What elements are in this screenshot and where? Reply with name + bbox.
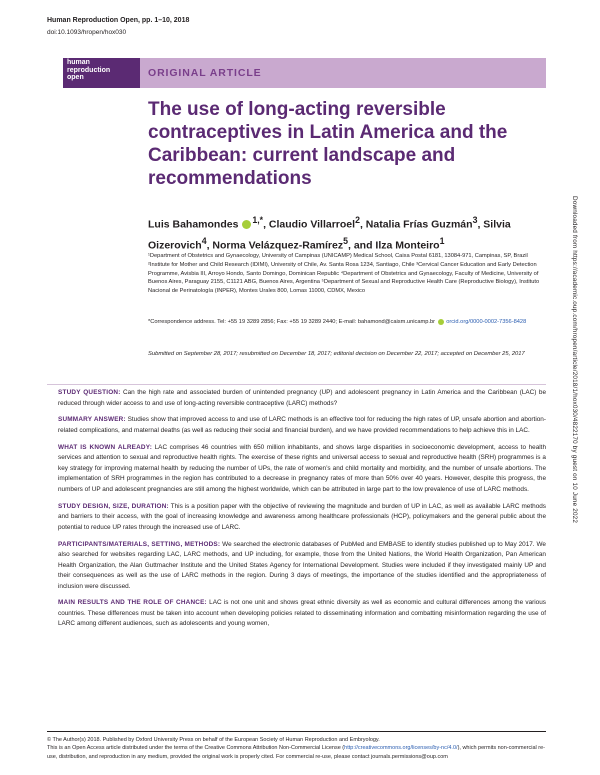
author-affiliation-mark: 4 xyxy=(201,235,207,246)
license-text: ), which permits non-commercial re-use, distribution, and reproduction in any medium, provided the original work is properly cited. For commercial re-use, please contact journals.permissions@oup.com xyxy=(47,745,545,760)
submission-dates: Submitted on September 28, 2017; resubmitted on December 18, 2017; editorial decision on December 22, 2017; accepted on December 25, 2017 xyxy=(148,351,525,357)
abstract-heading: STUDY QUESTION: xyxy=(58,389,121,396)
copyright-line: © The Author(s) 2018. Published by Oxford University Press on behalf of the European Society of Human Reproduction and Embryology. xyxy=(47,737,380,743)
abstract-heading: STUDY DESIGN, SIZE, DURATION: xyxy=(58,502,169,510)
license-footer xyxy=(47,736,546,761)
article-type-band xyxy=(140,58,546,88)
author-name: , Claudio Villarroel xyxy=(263,218,356,231)
abstract-heading: WHAT IS KNOWN ALREADY: xyxy=(58,443,153,451)
affiliations: ¹Department of Obstetrics and Gynaecology, University of Campinas (UNICAMP) Medical School, Caixa Postal 6181, 13084-971, Campinas, SP, Brazil ²Institute for Mother and Child Research (IDIMI), University of Chile, Av. Santa Rosa 1234, Santiago, Chile ³Cervical Cancer Education and Early Detection Programme, Avisbia III, Arroyo Hondo, Santo Domingo, Dominican Republic ⁴Department of Obstetrics and Gynaecology, Faculty of Medicine, University of Buenos Aires, Paraguay 2155, C1121 ABG, Buenos Aires, Argentina ⁵Department of Sexual and Reproductive Health Care (Reproductive Biology), Instituto Nacional de Perinatología (INPER), Montes Urales 800, Lomas 11000, CDMX, Mexico xyxy=(148,253,540,295)
orcid-icon xyxy=(438,319,444,325)
logo-line: human xyxy=(67,59,90,66)
abstract-section xyxy=(58,502,546,534)
abstract-text: This is a position paper with the objective of reviewing the magnitude and burden of UP in LAC, as well as available LARC methods and barriers to their access, with the goal of increasing knowledge and awareness among healthcare professionals (HCP), policymakers and the general public about the potential to reduce UP rates through the increased use of LARC. xyxy=(58,502,546,531)
license-line xyxy=(47,744,546,761)
abstract-heading: SUMMARY ANSWER: xyxy=(58,416,126,424)
author-affiliation-mark: 1 xyxy=(439,235,445,246)
author-affiliation-mark: 2 xyxy=(355,215,360,225)
author-name: , Norma Velázquez-Ramírez xyxy=(206,239,344,251)
article-title: The use of long-acting reversible contraceptives in Latin America and the Caribbean: current landscape and recommendations xyxy=(148,99,508,189)
abstract-heading: MAIN RESULTS AND THE ROLE OF CHANCE: xyxy=(58,599,207,607)
abstract-text: LAC is not one unit and shows great ethnic diversity as well as economic and cultural differences among the various countries. These differences must be taken into account when developing policies related to disseminating information and combatting misinformation regarding the use of LARC among different audiences, such as adolescents and young women, xyxy=(58,599,546,628)
abstract-section xyxy=(58,415,546,436)
correspondence-text: *Correspondence address. Tel: +55 19 3289 2856; Fax: +55 19 3289 2440; E-mail: bahamond@caism.unicamp.br xyxy=(148,319,436,325)
author-list xyxy=(148,212,548,253)
logo-line: reproduction xyxy=(67,66,111,74)
footer-divider xyxy=(47,731,546,732)
doi: doi:10.1093/hropen/hox030 xyxy=(47,29,127,36)
author-affiliation-mark: 3 xyxy=(472,215,478,225)
structured-abstract xyxy=(58,388,546,633)
download-watermark: Downloaded from https://academic.oup.com/hropen/article/2018/1/hox030/4822170 by guest on 10 June 2022 xyxy=(571,196,578,524)
abstract-text: Can the high rate and associated burden of unintended pregnancy (UP) and adolescent pregnancy in Latin America and the Caribbean (LAC) be reduced through wider access to and use of long-acting reversible contraceptive (LARC) methods? xyxy=(58,389,546,407)
abstract-text: LAC comprises 46 countries with 650 million inhabitants, and shows large disparities in socioeconomic development, access to health services and attention to sexual and reproductive health rights. The exercise of these rights and universal access to sexual and reproductive health (SRH) programmes is a key strategy for improving maternal health by reducing the number of UPs, the rate of women’s and child mortality and morbidity, and the number of unsafe abortions. The implementation of SRH programmes in the region has contributed to a decrease in pregnancy rates of more than 50% over 40 years. However, despite this progress, the numbers of UP and adolescent pregnancies are still among the highest worldwide, which can be attributed in large part to the low prevalence of use of LARC methods. xyxy=(58,443,546,493)
abstract-section xyxy=(58,540,546,593)
author-name: , Natalia Frías Guzmán xyxy=(359,218,473,231)
orcid-icon[interactable] xyxy=(242,220,251,229)
orcid-link[interactable]: orcid.org/0000-0002-7356-8428 xyxy=(446,319,527,325)
abstract-section xyxy=(58,443,546,496)
correspondence xyxy=(148,318,540,327)
abstract-heading: PARTICIPANTS/MATERIALS, SETTING, METHODS: xyxy=(58,540,221,548)
journal-citation: Human Reproduction Open, pp. 1–10, 2018 xyxy=(47,17,190,24)
article-type-label: ORIGINAL ARTICLE xyxy=(148,67,262,79)
license-text: This is an Open Access article distributed under the terms of the Creative Commons Attribution Non-Commercial License ( xyxy=(47,745,345,752)
author-affiliation-mark: 5 xyxy=(343,235,348,246)
author-name: , Silvia Oizerovich xyxy=(148,218,511,251)
journal-logo xyxy=(63,58,140,88)
abstract-section xyxy=(58,598,546,630)
abstract-text: We searched the electronic databases of PubMed and EMBASE to identify studies published up to May 2017. We also searched for websites regarding LAC, LARC methods, and UP including, for example, those from the United Nations, the World Health Organization, Pan American Health Organization, the Alan Guttmacher Institute and the United States Agency for International Development. Studies were included if they investigated mainly UP and their consequences as well as the use of LARC methods in the region. During 3 days of meetings, the importance of the studies identified and the appropriateness of inclusion were discussed. xyxy=(58,540,546,590)
author-name: Luis Bahamondes xyxy=(148,218,239,231)
author-name: , and Ilza Monteiro xyxy=(347,239,440,251)
license-link[interactable]: http://creativecommons.org/licenses/by-nc/4.0/ xyxy=(344,745,458,752)
logo-line: open xyxy=(67,74,84,82)
abstract-divider xyxy=(47,384,546,385)
abstract-section xyxy=(58,388,546,409)
abstract-text: Studies show that improved access to and use of LARC methods is an effective tool for reducing the high rates of UP, unsafe abortion and abortion-related complications, and maternal deaths (as well as reducing their social and financial burden), and we have provided recommendations to help achieve this in LAC. xyxy=(58,416,546,434)
author-affiliation-mark: 1,* xyxy=(252,215,264,225)
